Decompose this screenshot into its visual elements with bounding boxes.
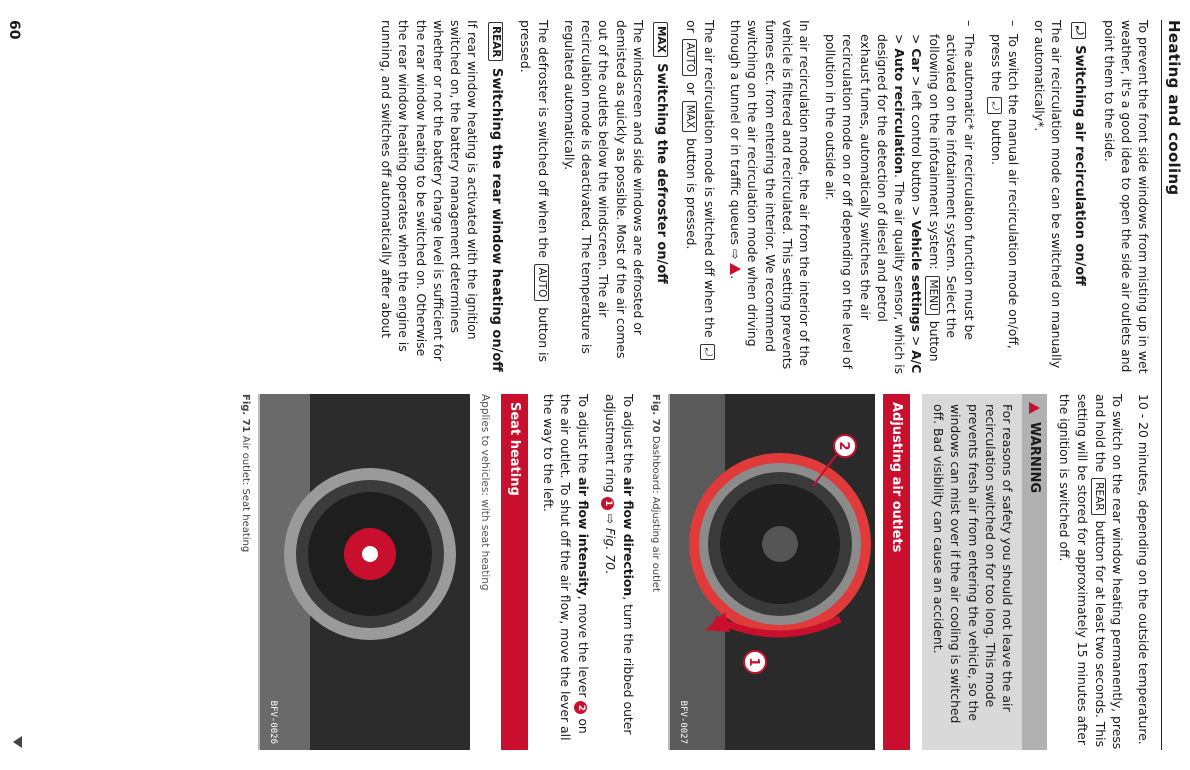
auto-key-icon: AUTO xyxy=(682,39,697,77)
recirc-paragraph-3: The air recirculation mode is switched off when the ⤾ or AUTO or MAX button is pressed. xyxy=(682,20,718,375)
recirc-paragraph-1: The air recirculation mode can be switched on manually or automatically*. xyxy=(1031,20,1065,369)
auto-key-icon: AUTO xyxy=(534,264,549,302)
defrost-paragraph-1: The windscreen and side windows are defrosted or demisted as quickly as possible. Most of the air comes out of the outlets below the windscreen. The air recirculation mode is deactivated. The temperature is regulated automatically. xyxy=(561,20,646,359)
air-direction-paragraph: To adjust the air flow direction, turn the ribbed outer adjustment ring 1 ⇨ Fig. 70. xyxy=(603,394,636,735)
figure-70-caption: Fig. 70 Dashboard: Adjusting air outlet xyxy=(649,394,661,592)
figure-70-code: BFV-0027 xyxy=(677,700,688,744)
air-intensity-paragraph: To adjust the air flow intensity, move the lever 2 on the air outlet. To shut off the air flow, move the lever all the way to the left. xyxy=(541,394,592,741)
callout-1-icon: 1 xyxy=(601,497,614,510)
applies-to-note: Applies to vehicles: with seat heating xyxy=(478,394,491,591)
running-header xyxy=(1161,20,1184,750)
warning-box xyxy=(922,394,1047,750)
warning-triangle-icon xyxy=(730,263,741,275)
right-column xyxy=(226,394,1152,750)
warning-triangle-icon xyxy=(1029,402,1040,414)
defrost-paragraph-2: The defroster is switched off when the AUTO button is pressed. xyxy=(517,20,551,362)
recirc-paragraph-2: In air recirculation mode, the air from the interior of the vehicle is filtered and recirculated. This setting prevents fumes etc. from entering the interior. We recommend switching on the air recirculation mode when driving through a tunnel or in traffic queues ⇨ . xyxy=(728,20,812,370)
figure-71-caption: Fig. 71 Air outlet: Seat heating xyxy=(239,394,251,553)
intro-paragraph: To prevent the front side windows from misting up in wet weather, it's a good idea to open the side air outlets and point them to the side. xyxy=(1101,20,1151,374)
recirc-key-icon: ⤾ xyxy=(700,344,715,361)
seat-heating-outlet-illustration xyxy=(260,394,470,750)
air-outlet-illustration xyxy=(670,394,875,750)
recirc-heading: ⤾ Switching air recirculation on/off xyxy=(1071,20,1088,375)
figure-70-image xyxy=(668,394,875,750)
rear-key-icon: REAR xyxy=(1091,478,1106,514)
warning-header: WARNING xyxy=(1022,394,1047,750)
figure-71-image xyxy=(258,394,470,750)
left-column xyxy=(369,20,1152,375)
section-heading-seat-heating: Seat heating xyxy=(501,394,528,750)
recirc-step-auto: – The automatic* air recirculation function must be activated on the infotainment system. Select the following on the infotainment system: MENU button > Car > left control button > Vehicle settings > A/C > Auto recirculation. The air quality sensor, which is designed for the detection of diesel and petrol exhaust fumes, automatically switches the air recirculation mode on or off depending on the level of pollution in the outside air. xyxy=(823,20,977,375)
callout-2-icon: 2 xyxy=(574,701,587,714)
callout-1: 1 xyxy=(745,657,761,667)
page-number: 60 xyxy=(6,20,22,40)
recirc-step-manual: – To switch the manual air recirculation mode on/off, press the ⤾ button. xyxy=(988,20,1021,349)
menu-key-icon: MENU xyxy=(925,276,940,315)
recirc-key-icon: ⤾ xyxy=(1071,22,1086,39)
warning-text: For reasons of safety you should not leave the air recirculation switched on for too long. This mode prevents fresh air from entering the vehicle, so the windows can mist over if the air cooling is switched off. Bad visibility can cause an accident. xyxy=(931,404,1015,724)
section-heading-air-outlets: Adjusting air outlets xyxy=(883,394,910,750)
continue-arrow-icon xyxy=(13,736,22,748)
rear-heading: REAR Switching the rear window heating on/off xyxy=(487,20,504,375)
chapter-title: Heating and cooling xyxy=(1165,20,1183,196)
rear-key-icon: REAR xyxy=(488,22,503,61)
figure-71-code: BFV-0026 xyxy=(267,700,278,744)
recirc-key-icon: ⤾ xyxy=(987,97,1002,114)
defrost-heading: MAX Switching the defroster on/off xyxy=(653,20,670,375)
rear-permanent-paragraph: To switch on the rear window heating permanently, press and hold the REAR button for at least two seconds. This setting will be stored for approximately 15 minutes after the ignition is switched off. xyxy=(1057,394,1125,750)
rear-paragraph-1: If rear window heating is activated with the ignition switched on, the battery management determines whether or not the battery charge level is sufficient for the rear window heating to be switched on. Otherwise the rear window heating operates when the engine is running, and switches off automatically after about xyxy=(379,20,481,361)
callout-2: 2 xyxy=(835,441,851,451)
rear-continued-paragraph: 10 - 20 minutes, depending on the outside temperature. xyxy=(1136,394,1151,745)
max-key-icon: MAX xyxy=(682,101,697,132)
max-defrost-key-icon: MAX xyxy=(653,22,668,57)
